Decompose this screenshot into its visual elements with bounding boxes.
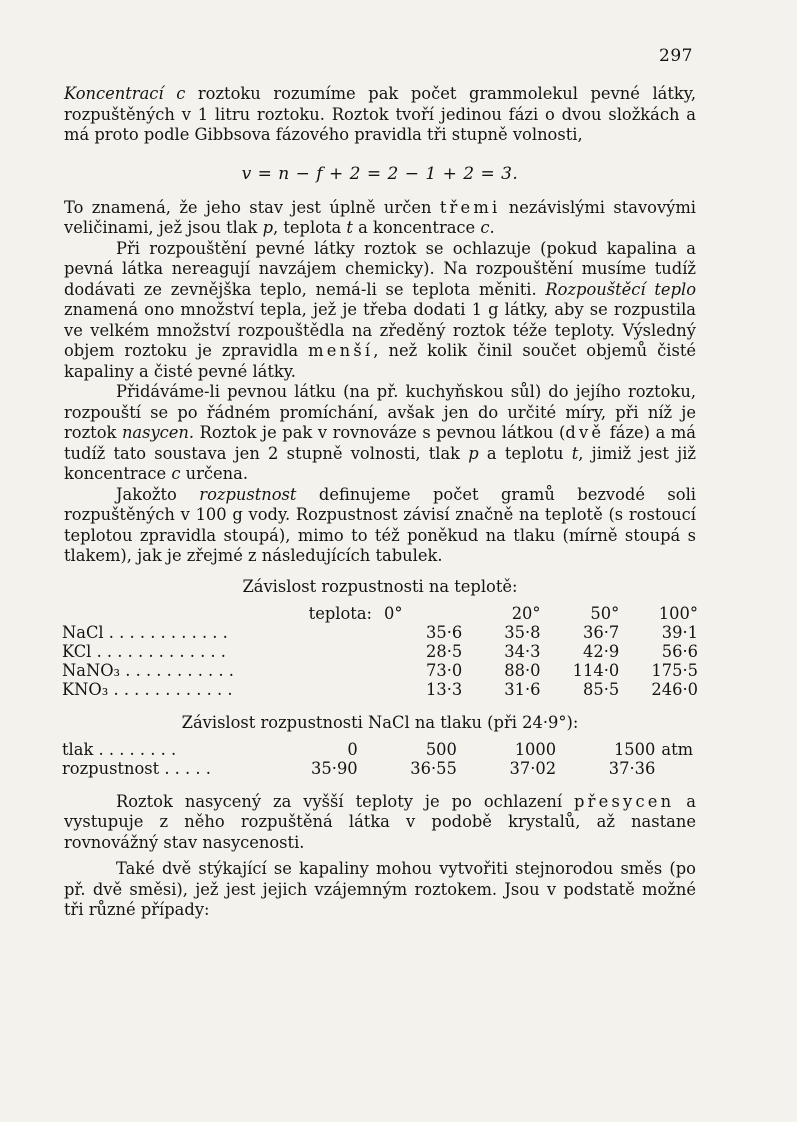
table-cell: 37·02 xyxy=(509,758,557,778)
table-cell: 246·0 xyxy=(651,679,698,699)
text-run: Jakožto xyxy=(116,484,200,504)
table-header-row xyxy=(62,604,698,623)
variable-t: t xyxy=(346,218,353,237)
table-cell: 28·5 xyxy=(425,641,463,661)
paragraph-liquid-mixtures xyxy=(64,859,696,921)
page-body xyxy=(64,84,696,921)
table-cell: 56·6 xyxy=(661,641,698,661)
paragraph-state-variables xyxy=(64,198,696,239)
solubility-temperature-table xyxy=(62,604,698,699)
solubility-pressure-table xyxy=(62,740,702,778)
table-row xyxy=(62,759,702,778)
salt-name: NaCl xyxy=(62,622,104,642)
spaced-word: přesycen xyxy=(574,791,675,811)
row-label xyxy=(62,642,382,661)
salt-name: KCl xyxy=(62,641,92,661)
text-run: Přidáváme-li pevnou látku (na př. kuchyňskou sůl) do jejího roztoku, rozpouští se po řádném promíchání, avšak jen do určité míry, při níž je roztok xyxy=(64,382,696,442)
table-cell: 31·6 xyxy=(504,679,541,699)
row-label: rozpustnost . . . . . xyxy=(62,758,211,778)
text-run: roztoku rozumíme pak počet grammolekul pevné látky, rozpuštěných v 1 litru roztoku. Roztok tvoří jedinou fázi o dvou složkách a má proto podle Gibbsova fázového pravidla tři stupně volnosti, xyxy=(64,84,696,144)
table-cell: 500 xyxy=(425,739,457,759)
term-koncentrace: Koncentrací c xyxy=(64,84,186,103)
paragraph-dissolution-heat xyxy=(64,239,696,383)
table-row xyxy=(62,623,698,642)
temp-header: 50° xyxy=(590,603,620,623)
text-run: , jimiž jest již koncentrace xyxy=(64,443,696,483)
table-row xyxy=(62,680,698,699)
term-rozpousteci-teplo: Rozpouštěcí teplo xyxy=(545,279,696,299)
paragraph-concentration xyxy=(64,84,696,146)
text-run: Roztok je pak v rovnováze s pevnou látkou ( xyxy=(194,423,566,442)
table-cell: 39·1 xyxy=(661,622,698,642)
table-cell: 1000 xyxy=(514,739,557,759)
variable-c: c xyxy=(171,464,181,483)
leader-dots: . . . . . . . . . . . . . xyxy=(91,641,226,661)
table-cell: 88·0 xyxy=(504,660,541,680)
text-run: nezávislými stavovými veličinami, jež jsou tlak xyxy=(64,197,697,237)
table-cell: 114·0 xyxy=(572,660,620,680)
text-run: určena. xyxy=(180,464,249,483)
text-run: a koncentrace xyxy=(352,218,481,237)
paragraph-saturation xyxy=(64,382,696,485)
table-row xyxy=(62,740,702,759)
spaced-word: třemi xyxy=(439,197,501,217)
table-cell: 37·36 xyxy=(608,758,656,778)
salt-name: NaNO₃ xyxy=(62,660,121,680)
text-run: a teplotu xyxy=(478,443,572,463)
table-cell: 36·7 xyxy=(582,622,620,642)
leader-dots: . . . . . . . . . . . xyxy=(120,660,234,680)
text-run: , než kolik činil součet objemů čisté kapaliny a čisté pevné látky. xyxy=(64,341,696,381)
phase-rule-formula: v = n − f + 2 = 2 − 1 + 2 = 3. xyxy=(241,163,519,184)
table-cell: 13·3 xyxy=(425,679,463,699)
spaced-word: menší xyxy=(308,341,374,360)
table-row xyxy=(62,642,698,661)
paragraph-solubility xyxy=(64,485,696,567)
table-cell: 175·5 xyxy=(651,660,698,680)
table-cell: 85·5 xyxy=(582,679,620,699)
text-run: . xyxy=(489,218,495,237)
table-cell: 34·3 xyxy=(504,641,541,661)
row-label xyxy=(62,623,382,642)
text-run: a vystupuje z něho rozpuštěná látka v podobě krystalů, až nastane rovnovážný stav nasycenosti. xyxy=(64,791,696,852)
variable-c: c xyxy=(480,218,490,237)
variable-p: p xyxy=(262,218,274,237)
text-run: Při rozpouštění pevné látky roztok se ochlazuje (pokud kapalina a pevná látka nereagují navzájem chemicky). Na rozpouštění musíme tudíž dodávati ze zevnějška teplo, nemá-li se teplota měniti. xyxy=(64,238,696,299)
table-cell: 42·9 xyxy=(582,641,620,661)
text-run: definujeme počet gramů bezvodé soli rozpuštěných v 100 g vody. Rozpustnost závisí značně na teplotě (s rostoucí teplotou zpravidla stoupá), mimo to též poněkud na tlaku (mírně stoupá s tlakem), jak je zřejmé z následujících tabulek. xyxy=(64,484,696,565)
table-cell: 35·8 xyxy=(504,622,541,642)
table-cell: 0 xyxy=(347,739,358,759)
row-label xyxy=(62,661,382,680)
table1-caption: Závislost rozpustnosti na teplotě: xyxy=(242,576,518,596)
term-rozpustnost: rozpustnost xyxy=(199,484,297,504)
paragraph-supersaturation xyxy=(64,792,696,854)
table2-caption: Závislost rozpustnosti NaCl na tlaku (při 24·9°): xyxy=(181,712,579,732)
table-cell: 35·6 xyxy=(425,622,463,642)
row-label: tlak . . . . . . . . xyxy=(62,739,177,759)
temp-header: 0° xyxy=(384,603,403,623)
text-run: , teplota xyxy=(273,218,347,237)
header-label: teplota: xyxy=(308,603,373,623)
leader-dots: . . . . . . . . . . . . xyxy=(103,622,228,642)
text-run: fáze) a má tudíž tato soustava jen 2 stupně volnosti, tlak xyxy=(64,423,696,463)
page-number: 297 xyxy=(659,46,693,66)
text-run: Také dvě stýkající se kapaliny mohou vytvořiti stejnorodou směs (po př. dvě směsi), jež jest jejich vzájemným roztokem. Jsou v podstatě možné tři různé případy: xyxy=(64,859,696,919)
table-cell: 73·0 xyxy=(425,660,463,680)
salt-name: KNO₃ xyxy=(62,679,109,699)
unit-label: atm xyxy=(661,739,694,759)
spaced-word: dvě xyxy=(565,423,605,442)
term-nasycen: nasycen. xyxy=(121,423,195,442)
table-cell: 35·90 xyxy=(311,758,358,778)
table-cell: 1500 xyxy=(613,739,656,759)
variable-p: p xyxy=(468,443,479,463)
text-run: znamená ono množství tepla, jež je třeba dodati 1 g látky, aby se rozpustila ve velkém množství rozpouštědla na zředěný roztok téže teploty. Výsledný objem roztoku je zpravidla xyxy=(64,300,696,360)
temp-header: 100° xyxy=(658,603,698,623)
leader-dots: . . . . . . . . . . . . xyxy=(108,679,233,699)
temp-header: 20° xyxy=(511,603,541,623)
text-run: Roztok nasycený za vyšší teploty je po ochlazení xyxy=(116,791,575,811)
text-run: To znamená, že jeho stav jest úplně určen xyxy=(64,197,440,217)
variable-t: t xyxy=(571,443,579,463)
row-label xyxy=(62,680,382,699)
table-row xyxy=(62,661,698,680)
table-cell: 36·55 xyxy=(410,758,457,778)
